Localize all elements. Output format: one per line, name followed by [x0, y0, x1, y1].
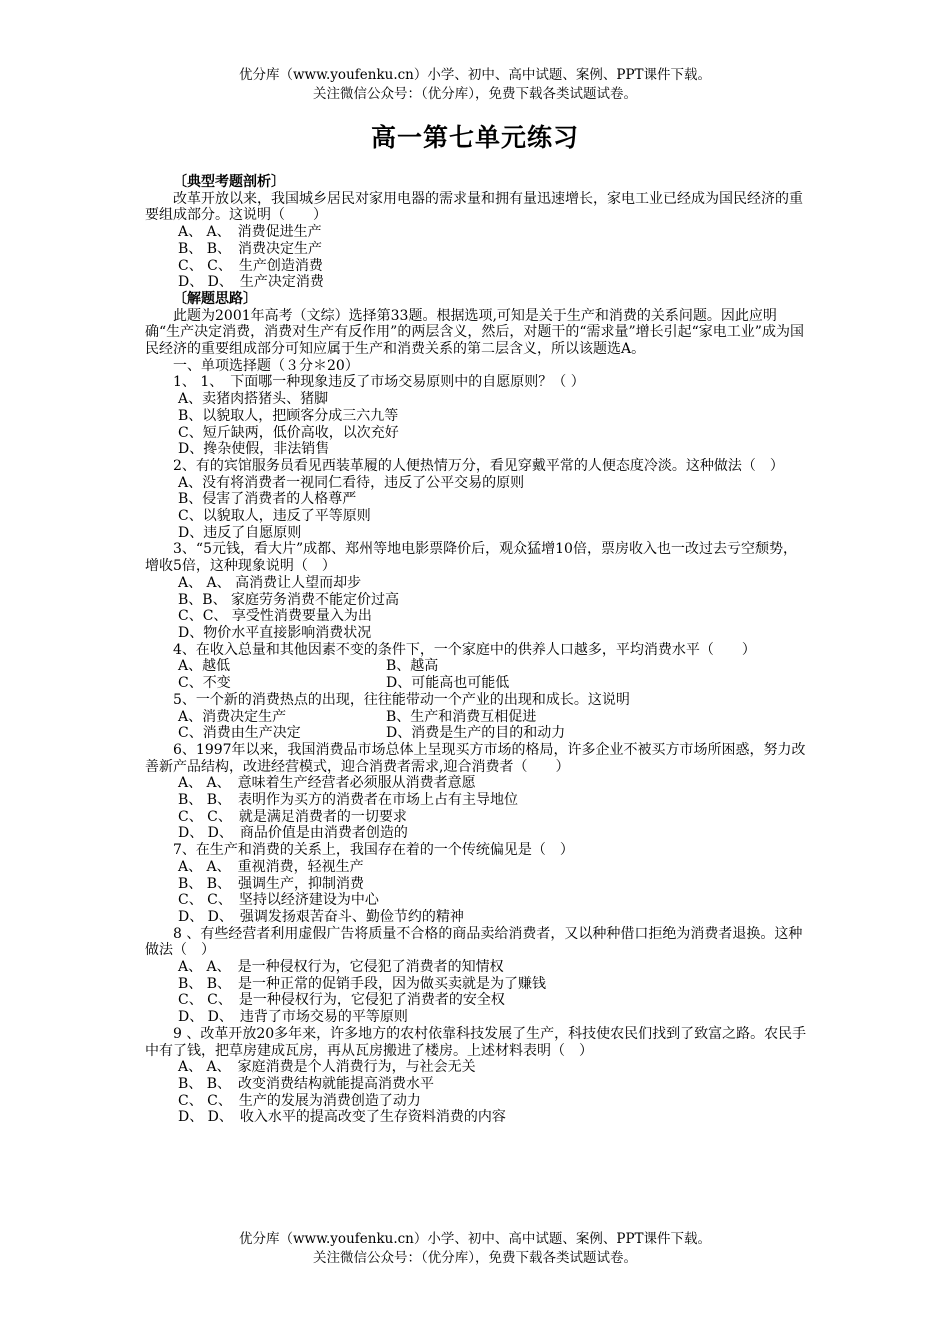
question-option: C、以貌取人，违反了平等原则	[178, 508, 371, 525]
question-option: A、 A、 高消费让人望而却步	[178, 574, 362, 591]
question-option: D、可能高也可能低	[386, 675, 510, 692]
question-option: B、 B、 表明作为买方的消费者在市场上占有主导地位	[178, 792, 519, 809]
question-option: B、越高	[386, 658, 439, 675]
question-stem: 5、一个新的消费热点的出现，往往能带动一个产业的出现和成长。这说明	[173, 691, 630, 708]
analysis-heading: 〔解题思路〕	[173, 290, 257, 307]
question-option: B、以貌取人，把顾客分成三六九等	[178, 407, 399, 424]
header-line-1: 优分库（www.youfenku.cn）小学、初中、高中试题、案例、PPT课件下载。	[238, 67, 712, 83]
document-body	[145, 174, 807, 1126]
question-option: C、 C、 生产的发展为消费创造了动力	[178, 1092, 421, 1109]
question-stem: 9 、改革开放20多年来，许多地方的农村依靠科技发展了生产，科技使农民们找到了致富之路。农民手中有了钱，把草房建成瓦房，再从瓦房搬进了楼房。上述材料表明（ ）	[145, 1025, 807, 1059]
question-option: A、卖猪肉搭猪头、猪脚	[178, 391, 329, 408]
question-option: C、C、 享受性消费要量入为出	[178, 608, 372, 625]
question-stem: 7、在生产和消费的关系上，我国存在着的一个传统偏见是（ ）	[173, 842, 574, 859]
question-option: C、 C、 坚持以经济建设为中心	[178, 892, 379, 909]
example-heading: 〔典型考题剖析〕	[173, 174, 285, 190]
example-option: D、 D、 生产决定消费	[178, 274, 324, 291]
question-option: B、 B、 改变消费结构就能提高消费水平	[178, 1075, 435, 1092]
question-stem: 6、1997年以来，我国消费品市场总体上呈现买方市场的格局，许多企业不被买方市场所困惑，努力改善新产品结构，改进经营模式，迎合消费者需求,迎合消费者（ ）	[145, 741, 806, 775]
example-option: B、 B、 消费决定生产	[178, 240, 323, 257]
question-option: D、 D、 商品价值是由消费者创造的	[178, 825, 408, 842]
analysis-text: 此题为2001年高考（文综）选择第33题。根据选项,可知是关于生产和消费的关系问题。因此应明确“生产决定消费，消费对生产有反作用”的两层含义，然后，对题干的“需求量”增长引起“家电工业”成为国民经济的重要组成部分可知应属于生产和消费关系的第二层含义，所以该题选A。	[145, 307, 804, 358]
question-stem: 3、“5元钱，看大片”成都、郑州等地电影票降价后，观众猛增10倍，票房收入也一改过去亏空颓势，增收5倍，这种现象说明（ ）	[145, 541, 797, 575]
question-option: A、越低	[178, 658, 231, 675]
question-stem: 8 、有些经营者利用虚假广告将质量不合格的商品卖给消费者，又以种种借口拒绝为消费者退换。这种做法（ ）	[145, 925, 803, 959]
header-line-2: 关注微信公众号：（优分库），免费下载各类试题试卷。	[313, 86, 637, 102]
question-option: A、没有将消费者一视同仁看待，违反了公平交易的原则	[178, 474, 525, 491]
question-option: D、违反了自愿原则	[178, 524, 302, 541]
footer-line-1: 优分库（www.youfenku.cn）小学、初中、高中试题、案例、PPT课件下载。	[238, 1231, 712, 1247]
question-stem: 4、在收入总量和其他因素不变的条件下，一个家庭中的供养人口越多，平均消费水平（ ）	[173, 641, 756, 658]
question-option: C、短斤缺两，低价高收，以次充好	[178, 424, 399, 441]
question-option: C、消费由生产决定	[178, 725, 301, 742]
question-option: B、生产和消费互相促进	[386, 708, 537, 725]
question-stem: 1、 1、 下面哪一种现象违反了市场交易原则中的自愿原则？（ ）	[173, 374, 585, 391]
option-row	[145, 709, 807, 726]
option-row	[145, 675, 807, 692]
question-option: C、 C、 是一种侵权行为，它侵犯了消费者的安全权	[178, 992, 505, 1009]
example-question: 改革开放以来，我国城乡居民对家用电器的需求量和拥有量迅速增长，家电工业已经成为国民经济的重要组成部分。这说明（ ）	[145, 190, 803, 224]
question-option: B、 B、 强调生产，抑制消费	[178, 875, 365, 892]
question-option: C、不变	[178, 675, 231, 692]
question-option: B、B、 家庭劳务消费不能定价过高	[178, 591, 400, 608]
question-option: D、消费是生产的目的和动力	[386, 725, 566, 742]
question-option: A、 A、 家庭消费是个人消费行为，与社会无关	[178, 1059, 476, 1076]
question-stem: 2、有的宾馆服务员看见西装革履的人便热情万分，看见穿戴平常的人便态度冷淡。这种做法（ ）	[173, 457, 784, 474]
question-option: A、 A、 意味着生产经营者必须服从消费者意愿	[178, 775, 476, 792]
question-option: D、搀杂使假，非法销售	[178, 441, 330, 458]
question-option: C、 C、 就是满足消费者的一切要求	[178, 808, 407, 825]
question-option: D、物价水平直接影响消费状况	[178, 624, 372, 641]
question-option: D、 D、 强调发扬艰苦奋斗、勤俭节约的精神	[178, 908, 464, 925]
question-option: B、 B、 是一种正常的促销手段，因为做买卖就是为了赚钱	[178, 975, 547, 992]
footer-line-2: 关注微信公众号：（优分库），免费下载各类试题试卷。	[313, 1250, 637, 1266]
page-header	[0, 66, 950, 104]
question-option: A、 A、 重视消费，轻视生产	[178, 858, 364, 875]
page-title: 高一第七单元练习	[370, 123, 579, 152]
section-heading: 一、单项选择题（３分＊20）	[173, 357, 359, 374]
option-row	[145, 658, 807, 675]
page-footer	[0, 1230, 950, 1268]
example-option: C、 C、 生产创造消费	[178, 257, 323, 274]
question-option: B、侵害了消费者的人格尊严	[178, 491, 357, 508]
question-option: A、 A、 是一种侵权行为，它侵犯了消费者的知情权	[178, 959, 504, 976]
question-option: D、 D、 违背了市场交易的平等原则	[178, 1009, 408, 1026]
question-option: D、 D、 收入水平的提高改变了生存资料消费的内容	[178, 1109, 506, 1126]
example-option: A、 A、 消费促进生产	[178, 224, 322, 241]
option-row	[145, 725, 807, 742]
question-option: A、消费决定生产	[178, 708, 287, 725]
